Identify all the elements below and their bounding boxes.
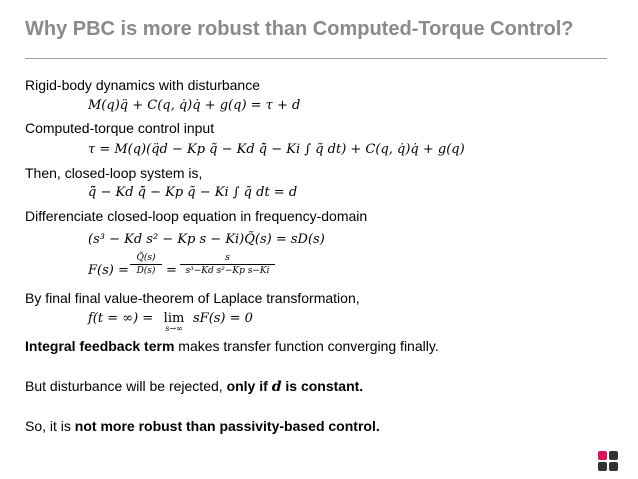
equation-control-input: τ = M(q)(q̈d − Kp q̃ − Kd q̃̇ − Ki ∫ q̃ dt) + C(q, q̇)q̇ + g(q) xyxy=(88,142,465,157)
logo-square-dark xyxy=(609,451,618,460)
institution-logo-icon xyxy=(598,451,620,473)
text-closed-loop: Then, closed-loop system is, xyxy=(25,165,203,181)
slide-title: Why PBC is more robust than Computed-Torque Control? xyxy=(25,18,574,40)
equation-limit-lhs: f(t = ∞) = xyxy=(88,311,154,326)
limit-operator xyxy=(160,311,188,333)
fraction-denominator: s³−Kd s²−Kp s−Ki xyxy=(185,266,270,276)
fraction-bar xyxy=(180,264,275,265)
text-rigid-body: Rigid-body dynamics with disturbance xyxy=(25,77,260,93)
disturbance-symbol: d xyxy=(271,379,282,395)
equation-dynamics: M(q)q̈ + C(q, q̇)q̇ + g(q) = τ + d xyxy=(88,98,301,113)
integral-feedback-rest: makes transfer function converging finally. xyxy=(174,338,439,354)
conclusion-prefix: So, it is xyxy=(25,418,75,434)
logo-square-red xyxy=(598,451,607,460)
fraction-denominator: D(s) xyxy=(136,266,156,276)
fraction-numerator: Q̃(s) xyxy=(136,253,156,263)
equation-transfer-lhs: F(s) = xyxy=(88,263,129,278)
fraction-transfer-function xyxy=(180,253,275,276)
fraction-q-over-d xyxy=(130,253,162,276)
fraction-numerator: s xyxy=(225,253,230,263)
equation-limit-rhs: sF(s) = 0 xyxy=(193,311,253,326)
fraction-bar xyxy=(130,264,162,265)
conclusion-bold: not more robust than passivity-based control. xyxy=(74,418,380,434)
equation-transfer-equals: = xyxy=(166,263,177,278)
disturbance-prefix: But disturbance will be rejected, xyxy=(25,378,227,394)
disturbance-bold-end: is constant. xyxy=(281,378,364,394)
text-final-value-theorem: By final final value-theorem of Laplace transformation, xyxy=(25,290,360,306)
text-conclusion xyxy=(25,418,380,434)
title-divider xyxy=(25,58,607,59)
equation-frequency-domain: (s³ − Kd s² − Kp s − Ki)Q̃(s) = sD(s) xyxy=(88,232,325,247)
text-integral-feedback xyxy=(25,338,439,354)
logo-square-dark xyxy=(609,462,618,471)
limit-label: lim xyxy=(163,311,185,326)
integral-feedback-bold: Integral feedback term xyxy=(25,338,175,354)
text-differentiate: Differenciate closed-loop equation in frequency-domain xyxy=(25,208,368,224)
equation-closed-loop: q̃̈ − Kd q̃̇ − Kp q̃ − Ki ∫ q̃ dt = d xyxy=(88,185,298,200)
limit-subscript: s→∞ xyxy=(165,324,183,333)
text-computed-torque: Computed-torque control input xyxy=(25,120,215,136)
disturbance-bold: only if xyxy=(226,378,272,394)
logo-square-dark xyxy=(598,462,607,471)
text-disturbance-rejection xyxy=(25,378,363,395)
